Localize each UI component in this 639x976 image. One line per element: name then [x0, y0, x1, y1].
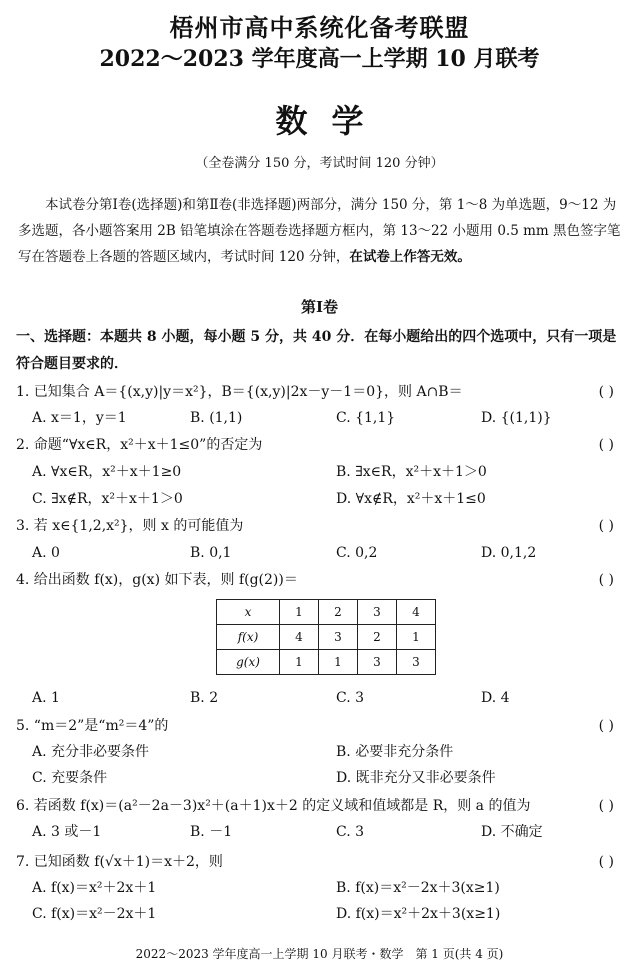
option-b[interactable]: B. －1 [190, 824, 233, 840]
question-stem: 2. 命题“∀x∈R，x²＋x＋1≤0”的否定为 [16, 437, 263, 453]
option-a[interactable]: A. 0 [32, 545, 60, 561]
option-a[interactable]: A. ∀x∈R，x²＋x＋1≥0 [32, 464, 182, 480]
option-b[interactable]: B. 2 [190, 690, 219, 706]
table-cell: 3 [319, 625, 358, 650]
function-table [216, 599, 436, 675]
option-c[interactable]: C. 充要条件 [32, 770, 108, 786]
option-a[interactable]: A. x＝1，y＝1 [32, 410, 127, 426]
option-c[interactable]: C. f(x)＝x²－2x＋1 [32, 906, 157, 922]
table-row [217, 625, 436, 650]
question-stem: 1. 已知集合 A＝{(x,y)|y＝x²}，B＝{(x,y)|2x－y－1＝0}，则 A∩B＝ [16, 384, 463, 400]
table-cell: 4 [397, 600, 436, 625]
table-cell: f(x) [217, 625, 280, 650]
question-2 [16, 433, 626, 457]
table-cell: x [217, 600, 280, 625]
question-stem: 7. 已知函数 f(√x＋1)＝x＋2，则 [16, 854, 223, 870]
question-7 [16, 850, 626, 874]
table-cell: 1 [319, 650, 358, 675]
question-stem: 6. 若函数 f(x)＝(a²－2a－3)x²＋(a＋1)x＋2 的定义域和值域都是 R，则 a 的值为 [16, 798, 531, 814]
table-cell: 1 [397, 625, 436, 650]
table-cell: g(x) [217, 650, 280, 675]
table-cell: 3 [358, 600, 397, 625]
table-cell: 2 [319, 600, 358, 625]
option-d[interactable]: D. {(1,1)} [481, 410, 552, 426]
table-cell: 2 [358, 625, 397, 650]
table-cell: 3 [358, 650, 397, 675]
option-b[interactable]: B. (1,1) [190, 410, 243, 426]
table-cell: 1 [280, 650, 319, 675]
answer-paren: ( ) [598, 718, 614, 734]
table-cell: 1 [280, 600, 319, 625]
exam-note: （全卷满分 150 分，考试时间 120 分钟） [195, 156, 444, 171]
option-a[interactable]: A. 1 [32, 690, 60, 706]
question-4 [16, 568, 626, 592]
answer-paren: ( ) [598, 437, 614, 453]
answer-paren: ( ) [598, 518, 614, 534]
instructions [18, 192, 624, 270]
table-cell: 3 [397, 650, 436, 675]
table-cell: 4 [280, 625, 319, 650]
option-c[interactable]: C. 3 [336, 690, 365, 706]
subject-title: 数学 [275, 102, 388, 140]
question-stem: 5. “m＝2”是“m²＝4”的 [16, 718, 169, 734]
option-b[interactable]: B. f(x)＝x²－2x＋3(x≥1) [336, 880, 500, 896]
question-3 [16, 514, 626, 538]
option-b[interactable]: B. 必要非充分条件 [336, 744, 454, 760]
question-stem: 3. 若 x∈{1,2,x²}，则 x 的可能值为 [16, 518, 244, 534]
page-footer: 2022～2023 学年度高一上学期 10 月联考・数学 第 1 页(共 4 页) [135, 947, 504, 961]
instructions-bold: 在试卷上作答无效。 [349, 249, 471, 265]
option-d[interactable]: D. f(x)＝x²＋2x＋3(x≥1) [336, 906, 501, 922]
option-d[interactable]: D. 不确定 [481, 824, 543, 840]
question-1 [16, 380, 626, 404]
table-row [217, 600, 436, 625]
option-a[interactable]: A. 3 或－1 [32, 824, 102, 840]
part-title: 第Ⅰ卷 [300, 298, 339, 316]
option-a[interactable]: A. f(x)＝x²＋2x＋1 [32, 880, 157, 896]
question-6 [16, 794, 626, 818]
table-row [217, 650, 436, 675]
option-b[interactable]: B. 0,1 [190, 545, 232, 561]
section-title: 一、选择题：本题共 8 小题，每小题 5 分，共 40 分．在每小题给出的四个选项中，只有一项是符合题目要求的． [16, 329, 617, 372]
option-c[interactable]: C. {1,1} [336, 410, 396, 426]
option-c[interactable]: C. 3 [336, 824, 365, 840]
question-5 [16, 714, 626, 738]
option-d[interactable]: D. 既非充分又非必要条件 [336, 770, 496, 786]
option-d[interactable]: D. 0,1,2 [481, 545, 537, 561]
answer-paren: ( ) [598, 384, 614, 400]
exam-title-line2: 2022～2023 学年度高一上学期 10 月联考 [99, 46, 540, 72]
answer-paren: ( ) [598, 798, 614, 814]
instructions-text: 本试卷分第Ⅰ卷(选择题)和第Ⅱ卷(非选择题)两部分，满分 150 分，第 1～8 为单选题，9～12 为多选题，各小题答案用 2B 铅笔填涂在答题卷选择题方框内，第 13～22 小题用 0.5 mm 黑色签字笔写在答题卷上各题的答题区域内，考试时间 120 分钟， [18, 197, 621, 265]
exam-title-line1: 梧州市高中系统化备考联盟 [169, 13, 470, 42]
question-stem: 4. 给出函数 f(x)，g(x) 如下表，则 f(g(2))＝ [16, 572, 298, 588]
option-c[interactable]: C. ∃x∉R，x²＋x＋1＞0 [32, 491, 183, 507]
answer-paren: ( ) [598, 854, 614, 870]
option-b[interactable]: B. ∃x∈R，x²＋x＋1＞0 [336, 464, 487, 480]
option-c[interactable]: C. 0,2 [336, 545, 378, 561]
answer-paren: ( ) [598, 572, 614, 588]
option-a[interactable]: A. 充分非必要条件 [32, 744, 150, 760]
option-d[interactable]: D. ∀x∉R，x²＋x＋1≤0 [336, 491, 486, 507]
option-d[interactable]: D. 4 [481, 690, 510, 706]
